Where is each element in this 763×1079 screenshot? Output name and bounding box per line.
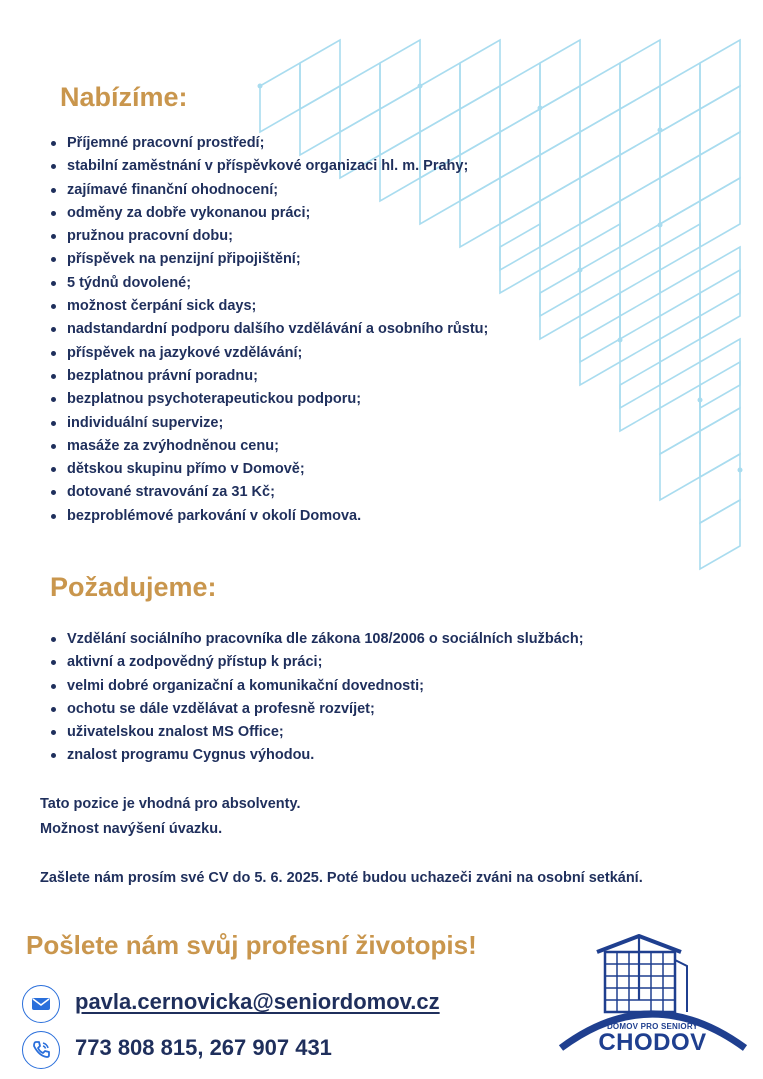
pattern-rhombus (540, 40, 580, 109)
pattern-rhombus (660, 109, 700, 178)
email-link[interactable]: pavla.cernovicka@seniordomov.cz (75, 989, 440, 1014)
logo-subtitle: DOMOV PRO SENIORY (606, 1022, 699, 1031)
offer-list-item: individuální supervize; (50, 412, 488, 435)
pattern-rhombus (580, 63, 620, 132)
pattern-rhombus (700, 454, 740, 523)
pattern-node (258, 84, 263, 89)
pattern-rhombus (540, 178, 580, 247)
requirements-list-item: aktivní a zodpovědný přístup k práci; (50, 651, 584, 674)
offer-list-item: dětskou skupinu přímo v Domově; (50, 458, 488, 481)
pattern-rhombus (620, 132, 660, 201)
requirements-heading: Požadujeme: (50, 572, 217, 602)
offer-list-item: možnost čerpání sick days; (50, 295, 488, 318)
requirements-list-item: velmi dobré organizační a komunikační dovednosti; (50, 675, 584, 698)
pattern-rhombus (580, 316, 620, 385)
offer-list-item: stabilní zaměstnání v příspěvkové organizaci hl. m. Prahy; (50, 155, 488, 178)
offer-list-item: bezproblémové parkování v okolí Domova. (50, 505, 488, 528)
pattern-rhombus (580, 155, 620, 224)
pattern-rhombus (500, 155, 540, 224)
pattern-rhombus (660, 155, 700, 224)
pattern-rhombus (700, 500, 740, 569)
pattern-rhombus (420, 63, 460, 132)
offer-list-item: 5 týdnů dovolené; (50, 272, 488, 295)
offer-list-item: bezplatnou právní poradnu; (50, 365, 488, 388)
pattern-rhombus (660, 316, 700, 385)
offer-list-item: pružnou pracovní dobu; (50, 225, 488, 248)
pattern-node (538, 106, 543, 111)
offer-list (50, 132, 488, 528)
pattern-rhombus (380, 40, 420, 109)
pattern-rhombus (660, 385, 700, 454)
pattern-node (658, 128, 663, 133)
pattern-rhombus (500, 63, 540, 132)
organization-logo (555, 930, 750, 1060)
workload-note: Možnost navýšení úvazku. (40, 821, 223, 837)
pattern-rhombus (500, 201, 540, 270)
pattern-rhombus (620, 86, 660, 155)
pattern-rhombus (660, 431, 700, 500)
pattern-rhombus (580, 293, 620, 362)
pattern-rhombus (620, 362, 660, 431)
deadline-note: Zašlete nám prosím své CV do 5. 6. 2025. Poté budou uchazeči zváni na osobní setkání. (40, 870, 643, 886)
pattern-rhombus (460, 40, 500, 109)
requirements-list-item: znalost programu Cygnus výhodou. (50, 744, 584, 767)
offer-list-item: nadstandardní podporu dalšího vzdělávání a osobního růstu; (50, 318, 488, 341)
offer-list-item: bezplatnou psychoterapeutickou podporu; (50, 388, 488, 411)
requirements-list-item: Vzdělání sociálního pracovníka dle zákona 108/2006 o sociálních službách; (50, 628, 584, 651)
graduates-note: Tato pozice je vhodná pro absolventy. (40, 796, 301, 812)
pattern-rhombus (660, 63, 700, 132)
pattern-rhombus (660, 201, 700, 270)
offer-list-item: zajímavé finanční ohodnocení; (50, 179, 488, 202)
pattern-rhombus (620, 270, 660, 339)
pattern-rhombus (700, 132, 740, 201)
pattern-rhombus (620, 178, 660, 247)
pattern-rhombus (700, 339, 740, 408)
pattern-node (658, 223, 663, 228)
offer-heading: Nabízíme: (60, 82, 188, 112)
pattern-rhombus (660, 293, 700, 362)
pattern-rhombus (700, 362, 740, 431)
pattern-rhombus (700, 86, 740, 155)
logo-name: CHODOV (598, 1029, 707, 1056)
pattern-rhombus (540, 86, 580, 155)
pattern-rhombus (300, 40, 340, 109)
offer-list-item: dotované stravování za 31 Kč; (50, 481, 488, 504)
requirements-list-item: uživatelskou znalost MS Office; (50, 721, 584, 744)
pattern-rhombus (580, 224, 620, 293)
pattern-rhombus (500, 109, 540, 178)
pattern-rhombus (660, 224, 700, 293)
pattern-rhombus (500, 224, 540, 293)
pattern-node (418, 84, 423, 89)
pattern-rhombus (700, 247, 740, 316)
pattern-node (578, 268, 583, 273)
pattern-rhombus (700, 178, 740, 247)
pattern-rhombus (620, 339, 660, 408)
offer-list-item: odměny za dobře vykonanou práci; (50, 202, 488, 225)
pattern-rhombus (700, 408, 740, 477)
cta-heading: Pošlete nám svůj profesní životopis! (26, 930, 477, 960)
requirements-list-item: ochotu se dále vzdělávat a profesně rozvíjet; (50, 698, 584, 721)
offer-list-item: Příjemné pracovní prostředí; (50, 132, 488, 155)
offer-list-item: příspěvek na jazykové vzdělávání; (50, 342, 488, 365)
pattern-node (698, 398, 703, 403)
offer-list-item: příspěvek na penzijní připojištění; (50, 248, 488, 271)
pattern-rhombus (700, 40, 740, 109)
pattern-rhombus (580, 201, 620, 270)
pattern-rhombus (580, 109, 620, 178)
pattern-rhombus (540, 270, 580, 339)
pattern-rhombus (700, 270, 740, 339)
pattern-rhombus (540, 247, 580, 316)
pattern-rhombus (340, 63, 380, 132)
pattern-node (618, 338, 623, 343)
envelope-icon (22, 985, 60, 1023)
phone-numbers: 773 808 815, 267 907 431 (75, 1035, 332, 1060)
pattern-rhombus (620, 247, 660, 316)
phone-icon (22, 1031, 60, 1069)
requirements-list (50, 628, 584, 768)
pattern-rhombus (540, 132, 580, 201)
offer-list-item: masáže za zvýhodněnou cenu; (50, 435, 488, 458)
pattern-node (738, 468, 743, 473)
pattern-rhombus (620, 40, 660, 109)
pattern-rhombus (260, 63, 300, 132)
